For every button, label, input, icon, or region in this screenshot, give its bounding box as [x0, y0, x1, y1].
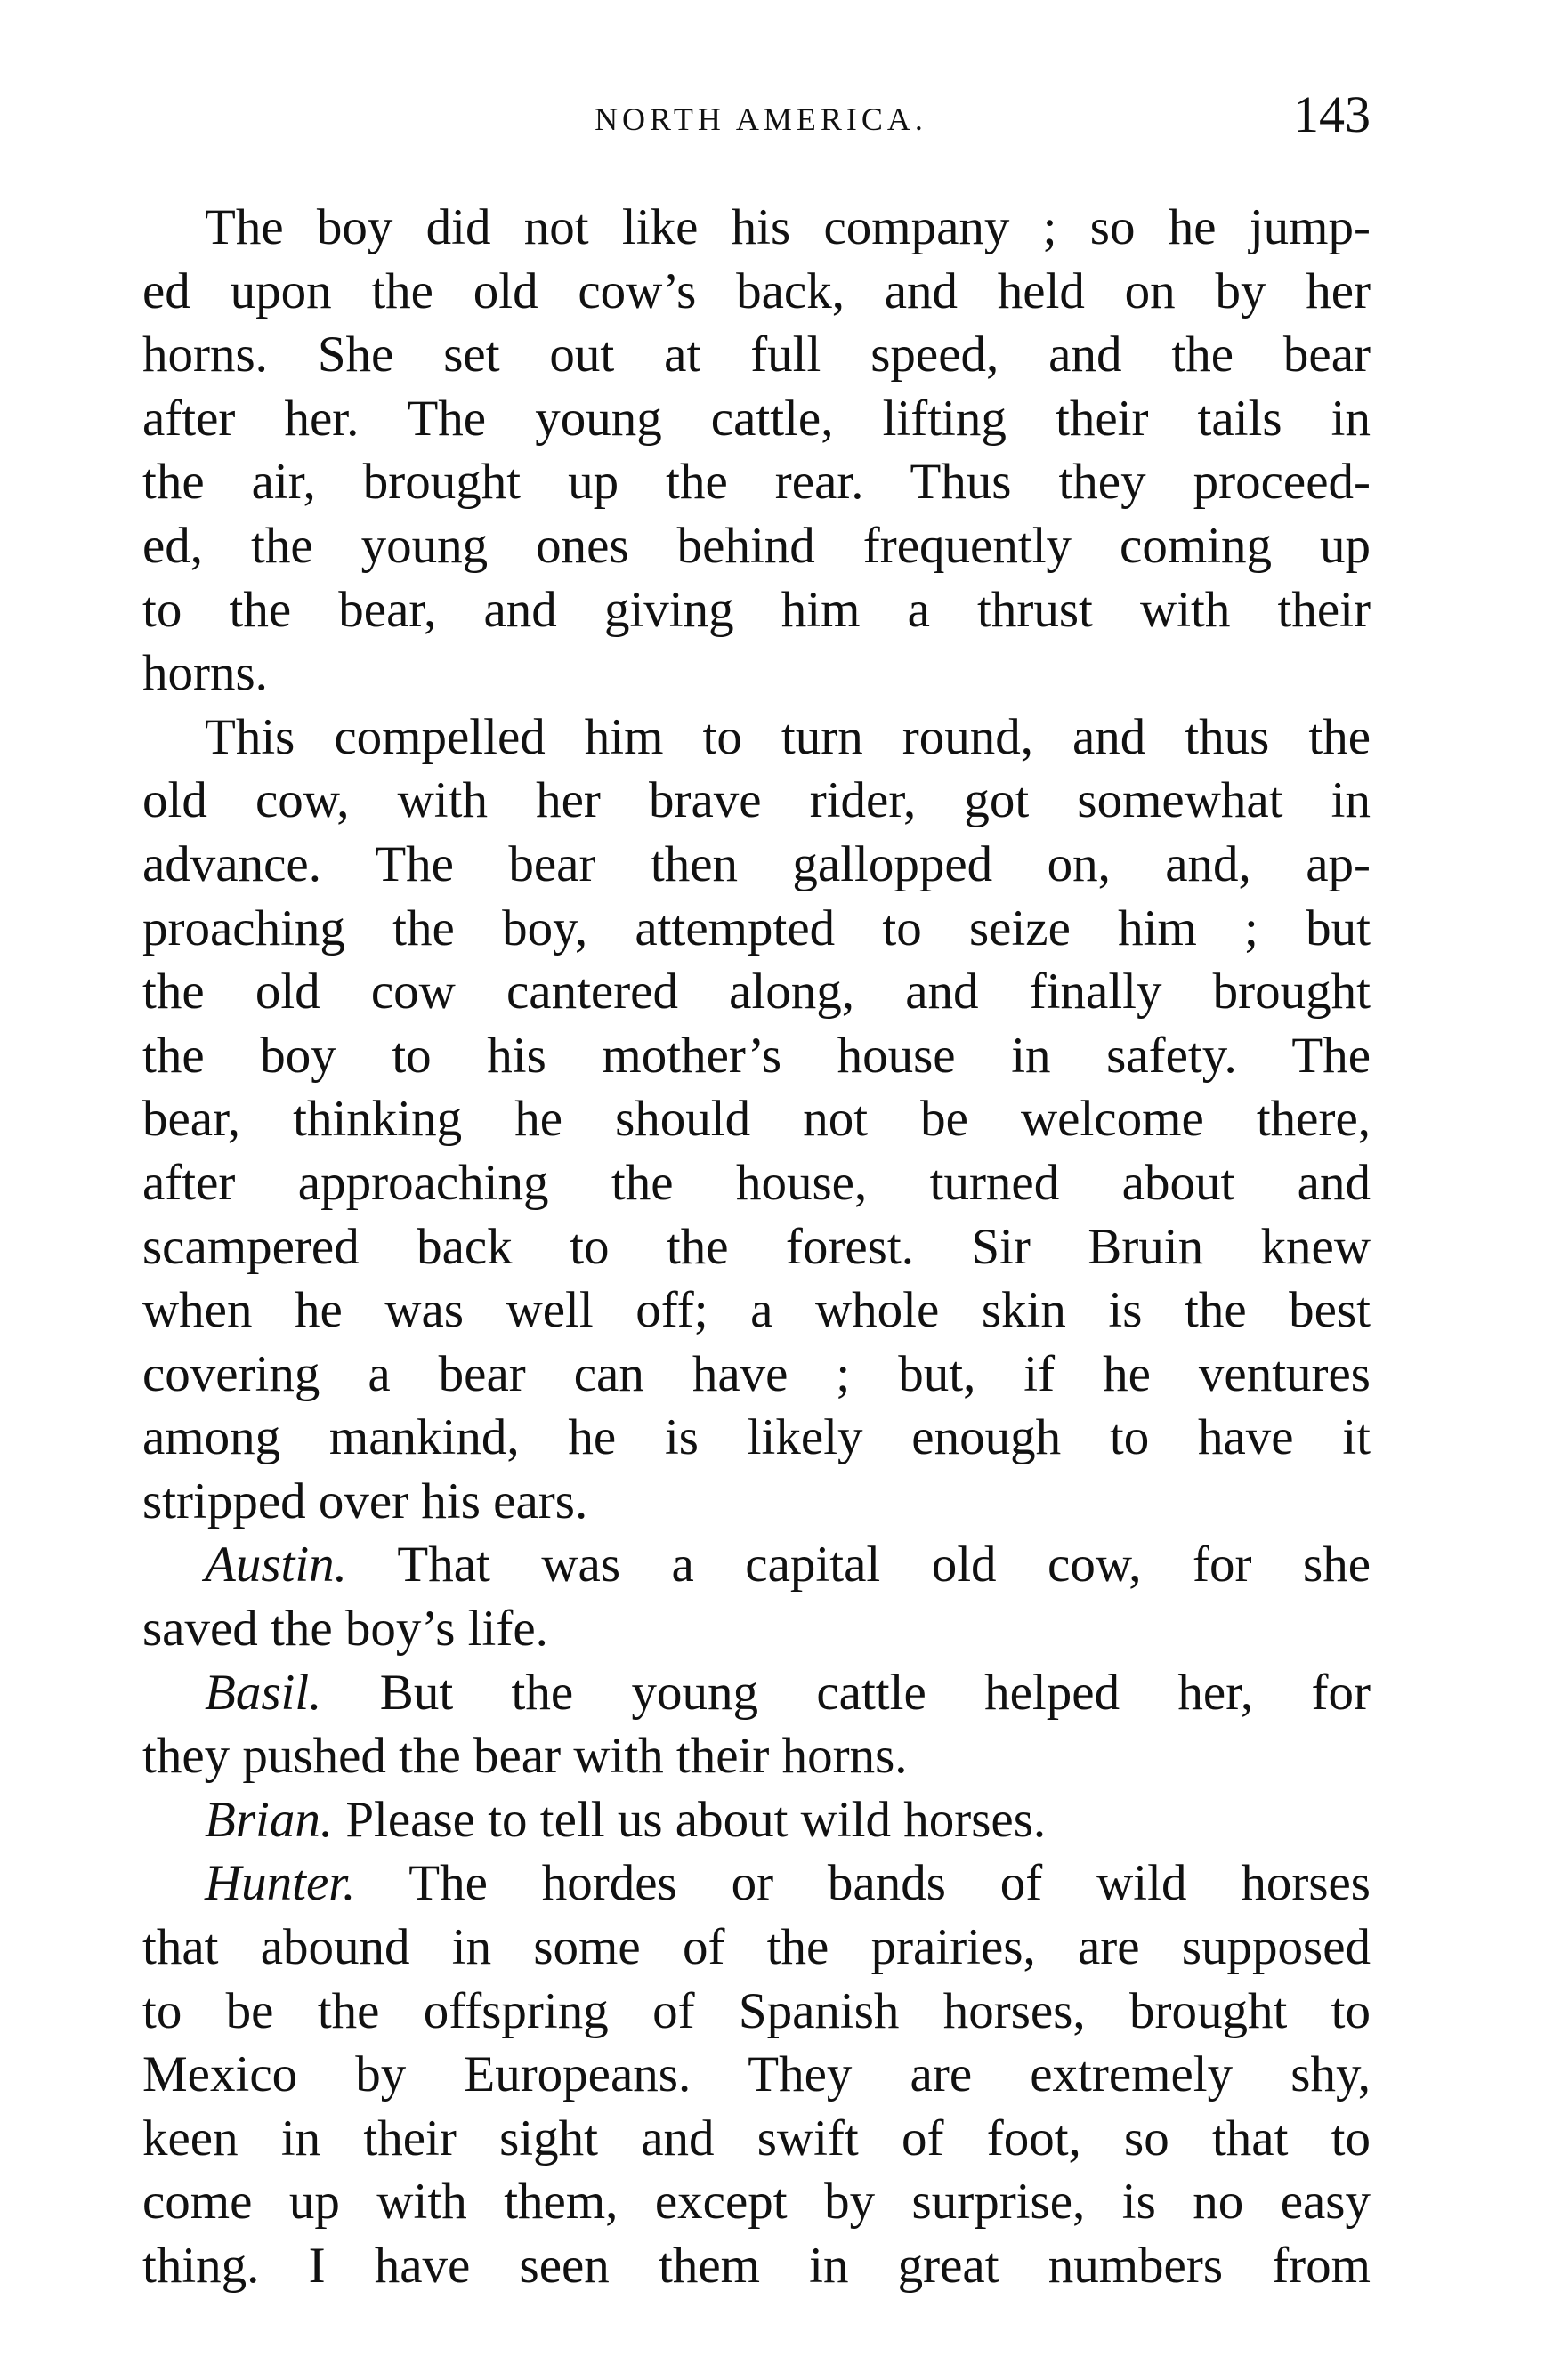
line-text: proaching the boy, attempted to seize him ; but: [142, 900, 1371, 956]
line-text: The boy did not like his company ; so he jump-: [205, 199, 1371, 255]
text-line: [142, 2107, 1371, 2171]
text-line: [142, 1852, 1371, 1916]
text-line: [142, 1470, 1371, 1534]
line-text: the boy to his mother’s house in safety. The: [142, 1027, 1371, 1084]
text-line: [142, 578, 1371, 642]
line-text: keen in their sight and swift of foot, so that to: [142, 2110, 1371, 2166]
line-text: ed, the young ones behind frequently coming up: [142, 517, 1371, 574]
line-text: Mexico by Europeans. They are extremely shy,: [142, 2046, 1371, 2103]
body-text: [142, 196, 1371, 2298]
speaker-name: Hunter.: [205, 1855, 356, 1912]
text-line: [142, 323, 1371, 387]
text-line: [142, 2170, 1371, 2234]
line-text: to the bear, and giving him a thrust with their: [142, 581, 1371, 638]
text-line: [142, 1215, 1371, 1279]
text-line: [142, 897, 1371, 961]
text-line: [142, 260, 1371, 324]
line-text: among mankind, he is likely enough to have it: [142, 1409, 1371, 1466]
line-text: Please to tell us about wild horses.: [333, 1791, 1047, 1848]
text-line: [142, 1279, 1371, 1343]
running-title: NORTH AMERICA.: [595, 101, 927, 137]
line-text: saved the boy’s life.: [142, 1601, 548, 1658]
line-text: covering a bear can have ; but, if he ventures: [142, 1345, 1371, 1402]
text-line: [142, 1533, 1371, 1597]
line-text: thing. I have seen them in great numbers from: [142, 2238, 1371, 2294]
text-line: [142, 1916, 1371, 1980]
line-text: advance. The bear then gallopped on, and, ap-: [142, 835, 1371, 892]
text-line: [142, 196, 1371, 260]
line-text: old cow, with her brave rider, got somewhat in: [142, 772, 1371, 829]
line-text: The hordes or bands of wild horses: [355, 1855, 1371, 1912]
text-line: [142, 2043, 1371, 2107]
speaker-name: Brian.: [205, 1791, 334, 1848]
speaker-name: Austin.: [205, 1537, 347, 1593]
text-line: [142, 1724, 1371, 1788]
line-text: that abound in some of the prairies, are supposed: [142, 1919, 1371, 1976]
text-line: [142, 769, 1371, 833]
page-number: 143: [1293, 85, 1371, 143]
text-line: [142, 1597, 1371, 1661]
text-line: [142, 387, 1371, 451]
text-line: [142, 2234, 1371, 2298]
line-text: scampered back to the forest. Sir Bruin knew: [142, 1218, 1371, 1275]
line-text: bear, thinking he should not be welcome there,: [142, 1091, 1371, 1148]
speaker-name: Basil.: [205, 1664, 322, 1721]
line-text: they pushed the bear with their horns.: [142, 1728, 908, 1785]
line-text: after her. The young cattle, lifting their tails in: [142, 390, 1371, 447]
line-text: when he was well off; a whole skin is the best: [142, 1282, 1371, 1339]
line-text: after approaching the house, turned about and: [142, 1154, 1371, 1211]
line-text: ed upon the old cow’s back, and held on by her: [142, 262, 1371, 319]
line-text: That was a capital old cow, for she: [346, 1537, 1371, 1593]
line-text: But the young cattle helped her, for: [321, 1664, 1371, 1721]
running-header: [151, 85, 1371, 147]
text-line: [142, 1024, 1371, 1088]
text-line: [142, 1343, 1371, 1407]
line-text: This compelled him to turn round, and thus the: [205, 708, 1371, 765]
text-line: [142, 1406, 1371, 1470]
text-line: [142, 706, 1371, 770]
line-text: come up with them, except by surprise, is no easy: [142, 2174, 1371, 2231]
line-text: horns.: [142, 645, 268, 702]
text-line: [142, 641, 1371, 706]
text-line: [142, 450, 1371, 514]
text-line: [142, 1788, 1371, 1852]
line-text: stripped over his ears.: [142, 1472, 588, 1529]
line-text: horns. She set out at full speed, and the bear: [142, 327, 1371, 383]
text-line: [142, 833, 1371, 897]
text-line: [142, 1661, 1371, 1725]
line-text: the old cow cantered along, and finally brought: [142, 964, 1371, 1021]
line-text: the air, brought up the rear. Thus they proceed-: [142, 454, 1371, 511]
text-line: [142, 514, 1371, 578]
text-line: [142, 1980, 1371, 2044]
text-line: [142, 960, 1371, 1024]
text-line: [142, 1151, 1371, 1215]
line-text: to be the offspring of Spanish horses, brought to: [142, 1982, 1371, 2039]
text-line: [142, 1087, 1371, 1151]
